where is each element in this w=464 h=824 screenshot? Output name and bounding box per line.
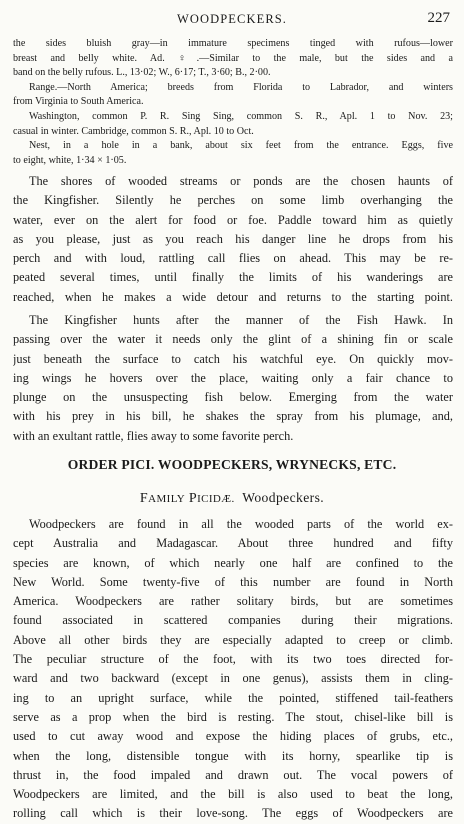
text-line: reached, when he makes a wide detour and returns to the starting point. (13, 289, 453, 304)
text-line: Woodpeckers are found in all the wooded parts of the world ex- (29, 517, 453, 531)
text-line: perch and with loud, rattling call flies on ahead. This may be re- (13, 251, 453, 266)
page-number: 227 (427, 10, 450, 26)
family-label-initial: F (139, 491, 149, 506)
text-line: plunge on the unsuspecting fish below. Emerging from the water (13, 390, 453, 405)
text-line: passing over the water it needs only the glint of a shining fin or scale (13, 332, 453, 347)
order-heading: ORDER PICI. WOODPECKERS, WRYNECKS, ETC. (67, 457, 397, 472)
text-line: used to cut away wood and expose the hiding places of grubs, etc., (13, 729, 453, 744)
text-line: ing wings he hovers over the place, waiting only a fair chance to (13, 370, 453, 385)
text-line: when the long, distensible tongue with its horny, spearlike tip is (13, 748, 453, 763)
family-name-initial: P (188, 491, 198, 506)
text-line: the Kingfisher. Silently he perches on some limb overhanging the (13, 193, 453, 208)
text-line: water, ever on the alert for food or foe. Paddle toward him as quietly (13, 212, 453, 227)
description-line: Range.—North America; breeds from Florida to Labrador, and winters (29, 81, 453, 93)
text-line: rolling call which is their love-song. The eggs of Woodpeckers are (13, 806, 453, 821)
text-line: cept Australia and Madagascar. About three hundred and fifty (13, 536, 453, 551)
text-line: serve as a prop when the bird is resting. The stout, chisel-like bill is (13, 709, 453, 724)
species-description (13, 37, 453, 168)
text-line: as you please, just as you reach his danger line he drops from his (13, 231, 453, 246)
text-line: found associated in scattered companies during their migrations. (13, 613, 453, 628)
description-line: from Virginia to South America. (13, 96, 144, 108)
description-line: Washington, common P. R. Sing Sing, common S. R., Apl. 1 to Nov. 23; (29, 110, 453, 122)
text-line: The peculiar structure of the foot, with its two toes directed for- (13, 652, 453, 667)
description-line: to eight, white, 1·34 × 1·05. (13, 154, 127, 166)
description-line: breast and belly white. Ad. ♀.—Similar to the male, but the sides and a (13, 52, 453, 64)
text-line: just beneath the surface to catch his watchful eye. On quickly mov- (13, 351, 453, 366)
paragraph-kingfisher-habitat (13, 172, 453, 307)
text-line: species are known, of which nearly one half are confined to the (13, 555, 453, 570)
family-heading (0, 490, 464, 507)
text-line: Woodpeckers are limited, and the bill is also used to beat the long, (13, 787, 453, 802)
description-line: casual in winter. Cambridge, common S. R., Apl. 10 to Oct. (13, 125, 254, 137)
text-line: ing to an upright surface, while the pointed, stiffened tail-feathers (13, 690, 453, 705)
text-line: peated several times, until finally the limits of his wanderings are (13, 270, 453, 285)
paragraph-woodpeckers-intro (13, 515, 453, 824)
text-line: with an exultant rattle, flies away to some favorite perch. (13, 428, 294, 443)
text-line: The shores of wooded streams or ponds are the chosen haunts of (29, 174, 453, 188)
text-line: America. Woodpeckers are rather solitary birds, but are sometimes (13, 594, 453, 609)
family-name-rest: ICIDÆ. (197, 493, 235, 505)
family-label-rest: AMILY (148, 493, 186, 505)
text-line: with his prey in his bill, he shakes the spray from his plumage, and, (13, 409, 453, 424)
description-line: the sides bluish gray—in immature specimens tinged with rufous—lower (13, 38, 453, 49)
text-line: Above all other birds they are especially adapted to creep or climb. (13, 632, 453, 647)
text-line: thrust in, the food impaled and drawn out. The vocal powers of (13, 767, 453, 782)
text-line: ward and two backward (except in one genus), assists them in cling- (13, 671, 453, 686)
description-line: Nest, in a hole in a bank, about six feet from the entrance. Eggs, five (29, 140, 453, 152)
description-line: band on the belly rufous. L., 13·02; W., 6·17; T., 3·60; B., 2·00. (13, 67, 271, 79)
running-head: WOODPECKERS. (176, 12, 288, 26)
family-common-name: Woodpeckers. (242, 490, 325, 505)
page-header (14, 9, 450, 31)
text-line: New World. Some twenty-five of this number are found in North (13, 574, 453, 589)
text-line: The Kingfisher hunts after the manner of the Fish Hawk. In (29, 313, 453, 327)
paragraph-kingfisher-hunting (13, 311, 453, 446)
